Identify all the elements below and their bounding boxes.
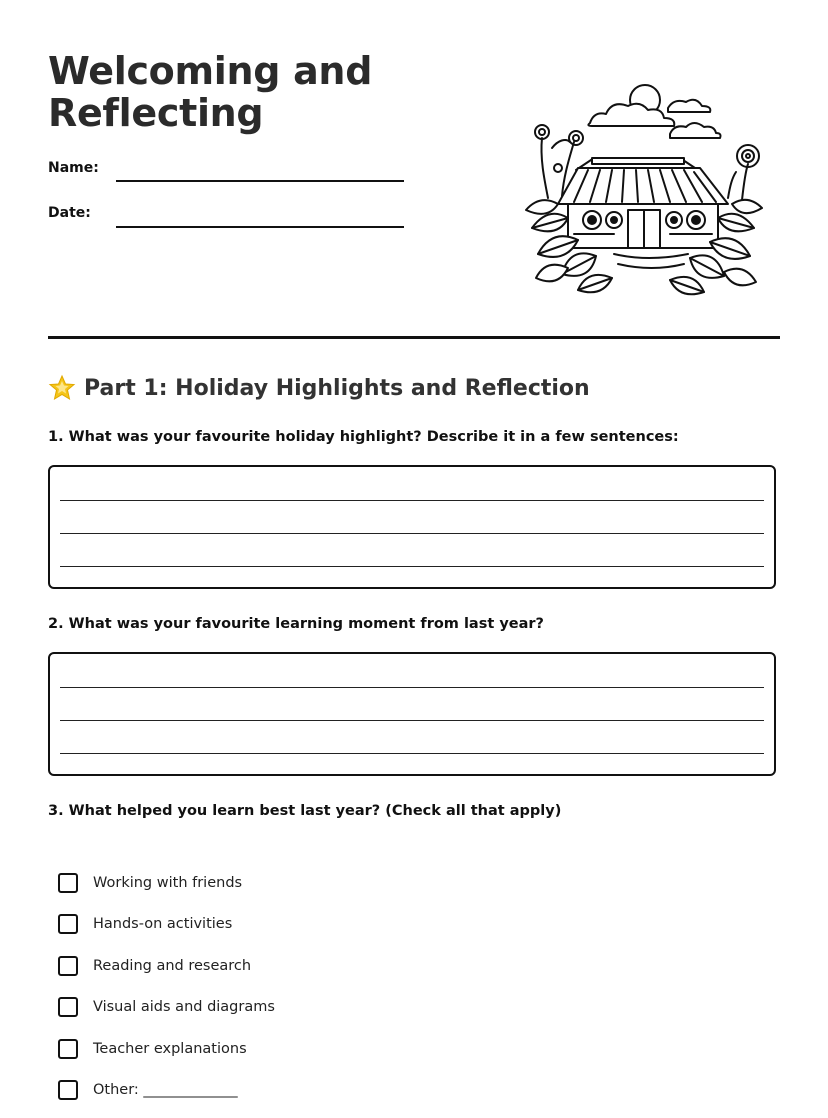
answer-line (60, 566, 764, 567)
answer-box-2[interactable] (48, 652, 776, 776)
checkbox[interactable] (58, 914, 78, 934)
checkbox[interactable] (58, 1039, 78, 1059)
checkbox-label: Other: _____________ (93, 1082, 238, 1099)
part1-heading-text: Part 1: Holiday Highlights and Reflection (84, 375, 590, 401)
checklist-item[interactable] (58, 904, 275, 946)
page-title: Welcoming and Reflecting (48, 49, 373, 135)
checkbox-label: Hands-on activities (93, 916, 233, 933)
checklist-item[interactable] (58, 1070, 275, 1112)
checkbox-label: Working with friends (93, 874, 243, 891)
checklist-item[interactable] (58, 987, 275, 1029)
question-1: 1. What was your favourite holiday highlight? Describe it in a few sentences: (48, 429, 679, 445)
question-3: 3. What helped you learn best last year? (Check all that apply) (48, 803, 562, 819)
checkbox[interactable] (58, 873, 78, 893)
answer-line (60, 720, 764, 721)
answer-line (60, 500, 764, 501)
name-field[interactable] (116, 180, 404, 182)
checkbox-label: Visual aids and diagrams (93, 999, 275, 1016)
learning-checklist (58, 862, 275, 1111)
checkbox[interactable] (58, 997, 78, 1017)
date-field[interactable] (116, 226, 404, 228)
name-label: Name: (48, 160, 99, 176)
section-divider (48, 336, 780, 339)
checklist-item[interactable] (58, 945, 275, 987)
checkbox[interactable] (58, 956, 78, 976)
star-icon (48, 374, 76, 402)
checklist-item[interactable] (58, 862, 275, 904)
thatched-hut-illustration (518, 78, 768, 298)
answer-line (60, 753, 764, 754)
checkbox[interactable] (58, 1080, 78, 1100)
answer-box-1[interactable] (48, 465, 776, 589)
answer-line (60, 533, 764, 534)
checklist-item[interactable] (58, 1028, 275, 1070)
answer-line (60, 687, 764, 688)
date-label: Date: (48, 205, 91, 221)
question-2: 2. What was your favourite learning moment from last year? (48, 616, 544, 632)
part1-heading (48, 374, 590, 402)
checkbox-label: Reading and research (93, 957, 252, 974)
checkbox-label: Teacher explanations (93, 1040, 247, 1057)
